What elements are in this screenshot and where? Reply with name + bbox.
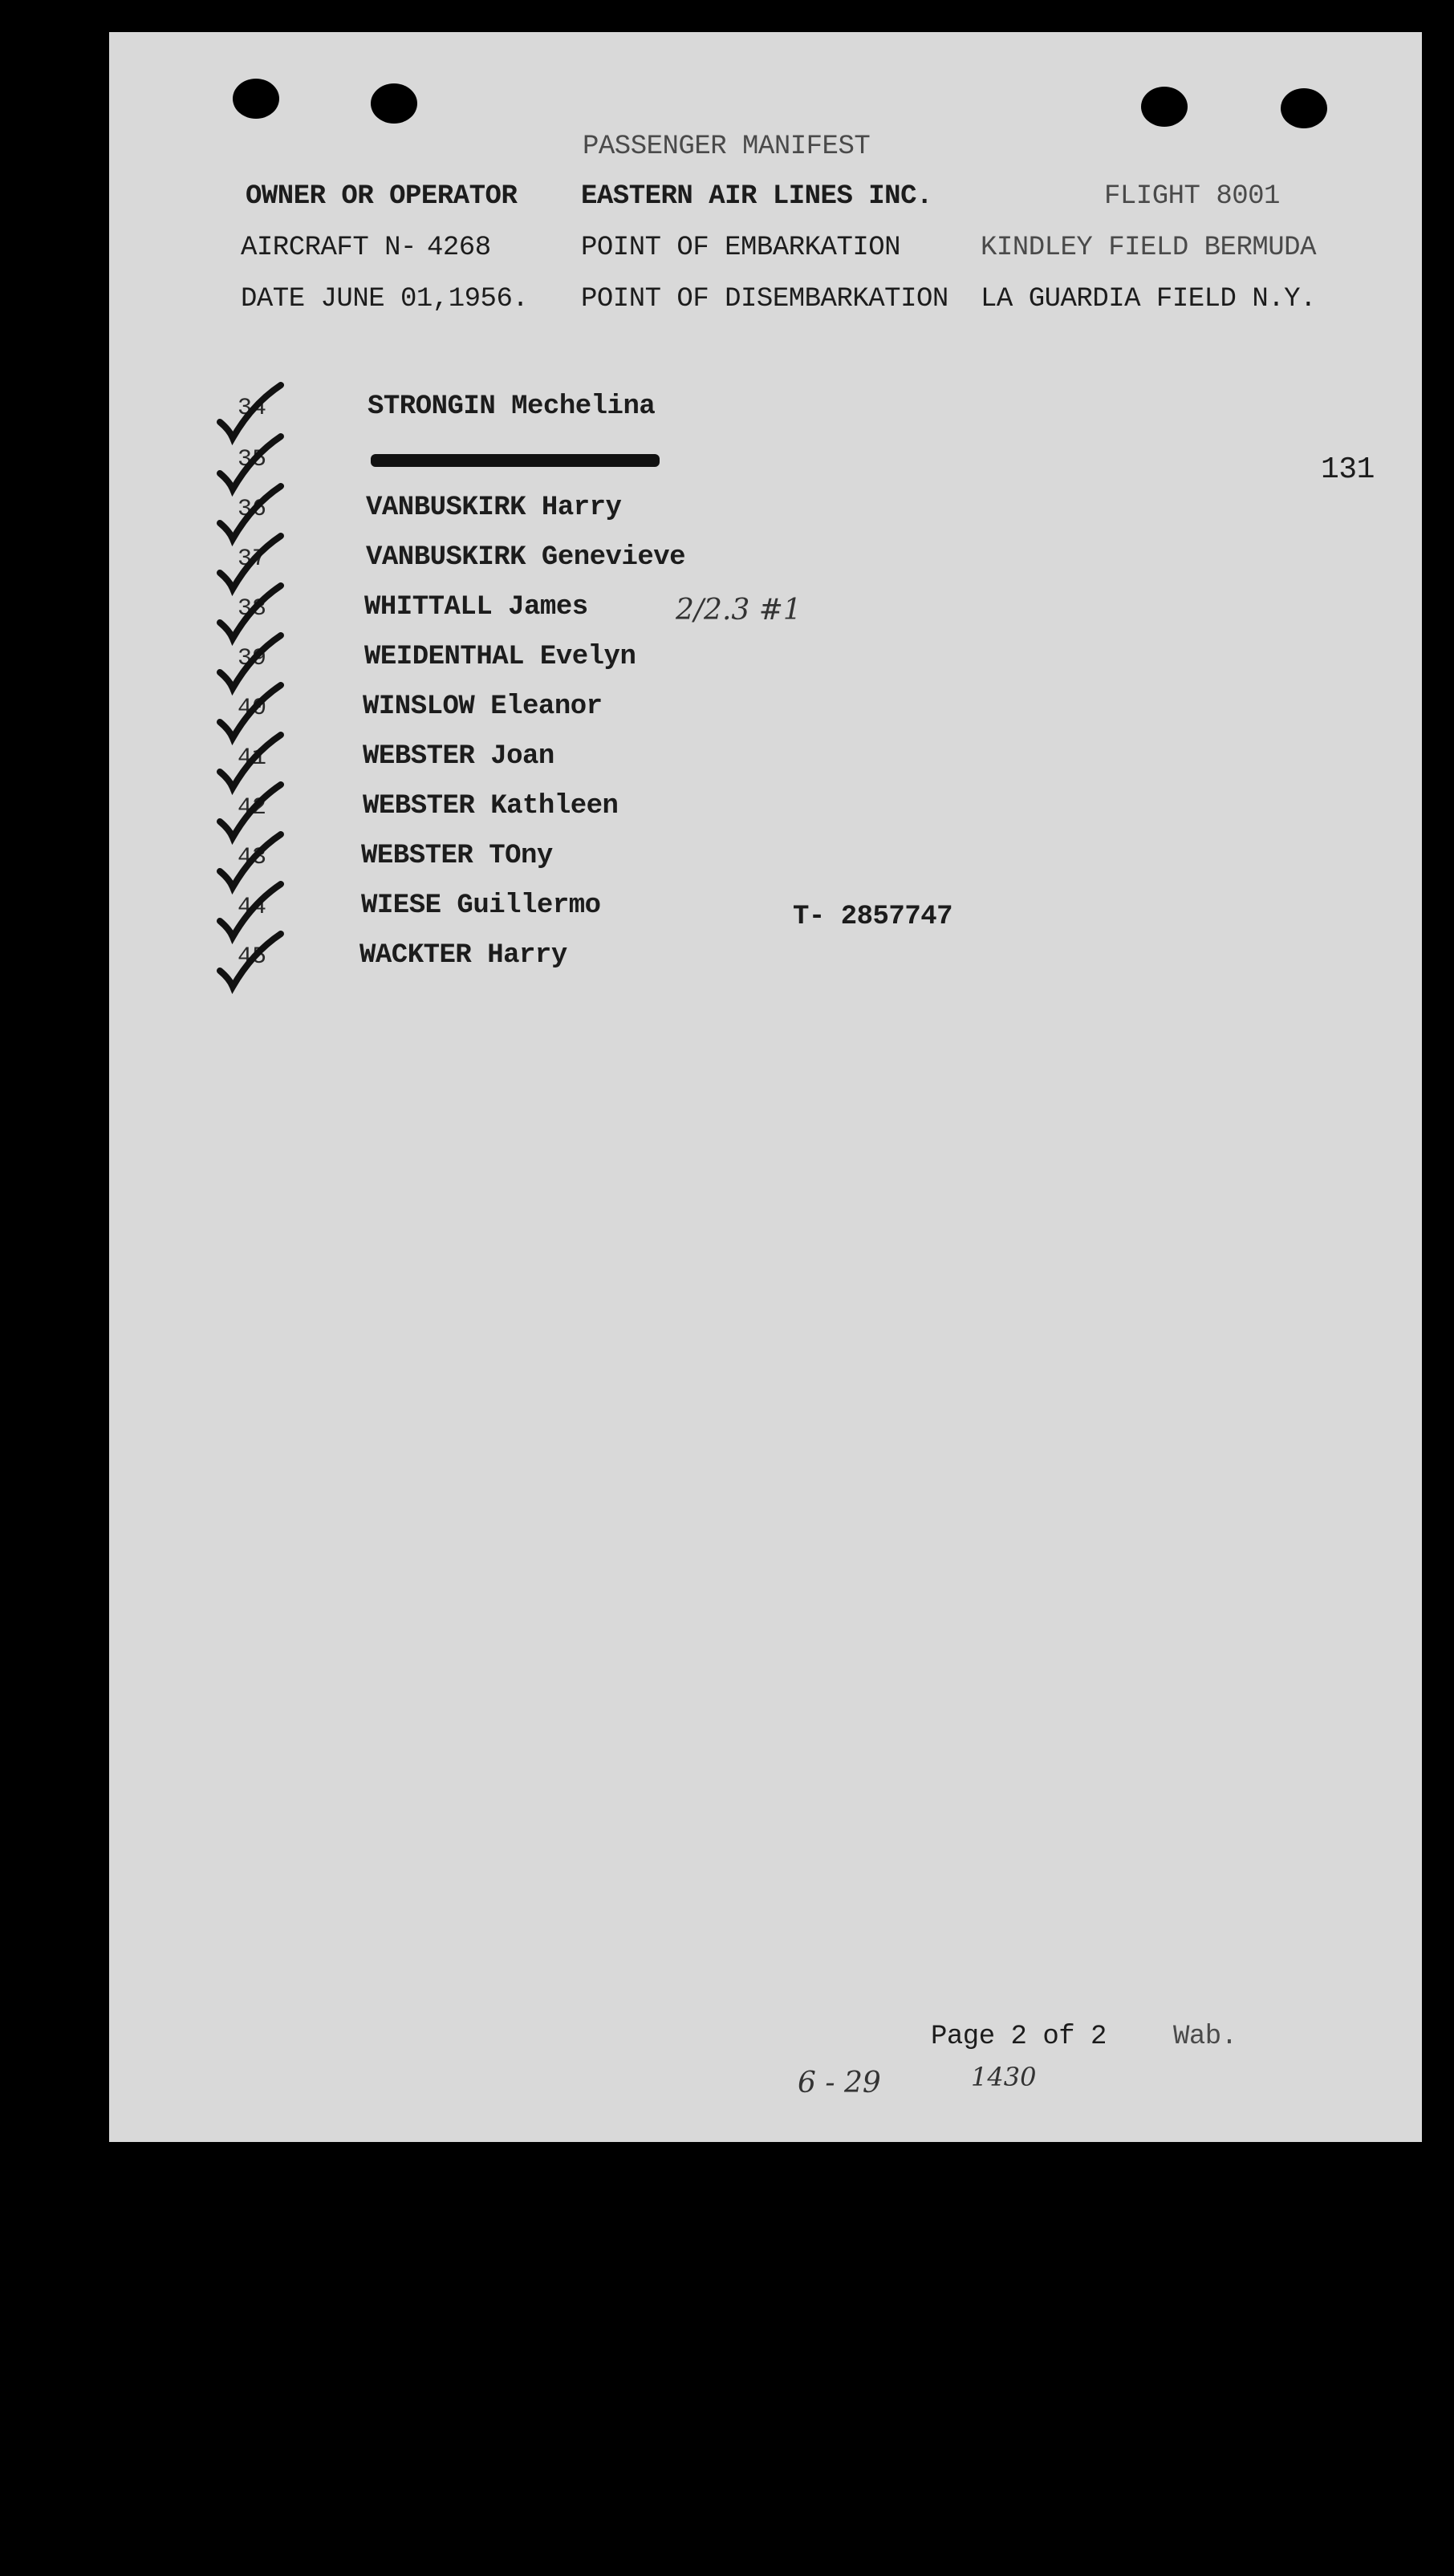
passenger-name: WHITTALL James (364, 592, 588, 623)
disembark-value: LA GUARDIA FIELD N.Y. (981, 284, 1316, 314)
owner-label: OWNER OR OPERATOR (246, 181, 518, 212)
manifest-page (109, 32, 1422, 2142)
passenger-number: 41 (238, 744, 267, 772)
passenger-name: WEIDENTHAL Evelyn (364, 642, 636, 672)
page-number: 131 (1321, 452, 1375, 487)
initials: Wab. (1173, 2022, 1237, 2052)
passenger-number: 43 (238, 844, 267, 871)
passenger-name: WEBSTER Kathleen (363, 791, 619, 821)
punch-hole (1141, 87, 1188, 127)
passenger-number: 35 (238, 446, 267, 473)
ticket-note: T- 2857747 (793, 902, 953, 932)
handwritten-time: 1430 (971, 2062, 1037, 2092)
passenger-number: 44 (238, 894, 267, 921)
passenger-name: WEBSTER Joan (363, 741, 554, 772)
passenger-number: 37 (238, 546, 267, 573)
passenger-name: VANBUSKIRK Genevieve (366, 542, 686, 573)
passenger-name: WINSLOW Eleanor (363, 692, 603, 722)
aircraft-label: AIRCRAFT N- (241, 233, 416, 263)
owner-value: EASTERN AIR LINES INC. (581, 181, 932, 212)
passenger-name: WIESE Guillermo (361, 890, 601, 921)
passenger-number: 34 (238, 395, 267, 422)
passenger-number: 36 (238, 496, 267, 523)
passenger-name: WEBSTER TOny (361, 841, 553, 871)
aircraft-number: 4268 (427, 233, 491, 263)
punch-hole (1281, 88, 1327, 128)
handwritten-note: 2/2.3 #1 (676, 594, 802, 627)
punch-hole (233, 79, 279, 119)
embark-label: POINT OF EMBARKATION (581, 233, 901, 263)
passenger-number: 40 (238, 695, 267, 722)
passenger-number: 38 (238, 595, 267, 623)
passenger-name: STRONGIN Mechelina (368, 391, 656, 422)
page-of: Page 2 of 2 (931, 2022, 1107, 2052)
manifest-title: PASSENGER MANIFEST (583, 132, 871, 162)
passenger-number: 42 (238, 794, 267, 821)
passenger-number: 39 (238, 645, 267, 672)
check-mark (204, 929, 292, 993)
handwritten-date: 6 - 29 (798, 2067, 881, 2099)
punch-hole (371, 83, 417, 124)
struck-out-name (371, 454, 660, 467)
date-label: DATE JUNE 01,1956. (241, 284, 529, 314)
passenger-name: WACKTER Harry (359, 940, 567, 971)
flight-number: FLIGHT 8001 (1104, 181, 1280, 212)
passenger-name: VANBUSKIRK Harry (366, 493, 622, 523)
disembark-label: POINT OF DISEMBARKATION (581, 284, 948, 314)
embark-value: KINDLEY FIELD BERMUDA (981, 233, 1316, 263)
passenger-number: 45 (238, 943, 267, 971)
